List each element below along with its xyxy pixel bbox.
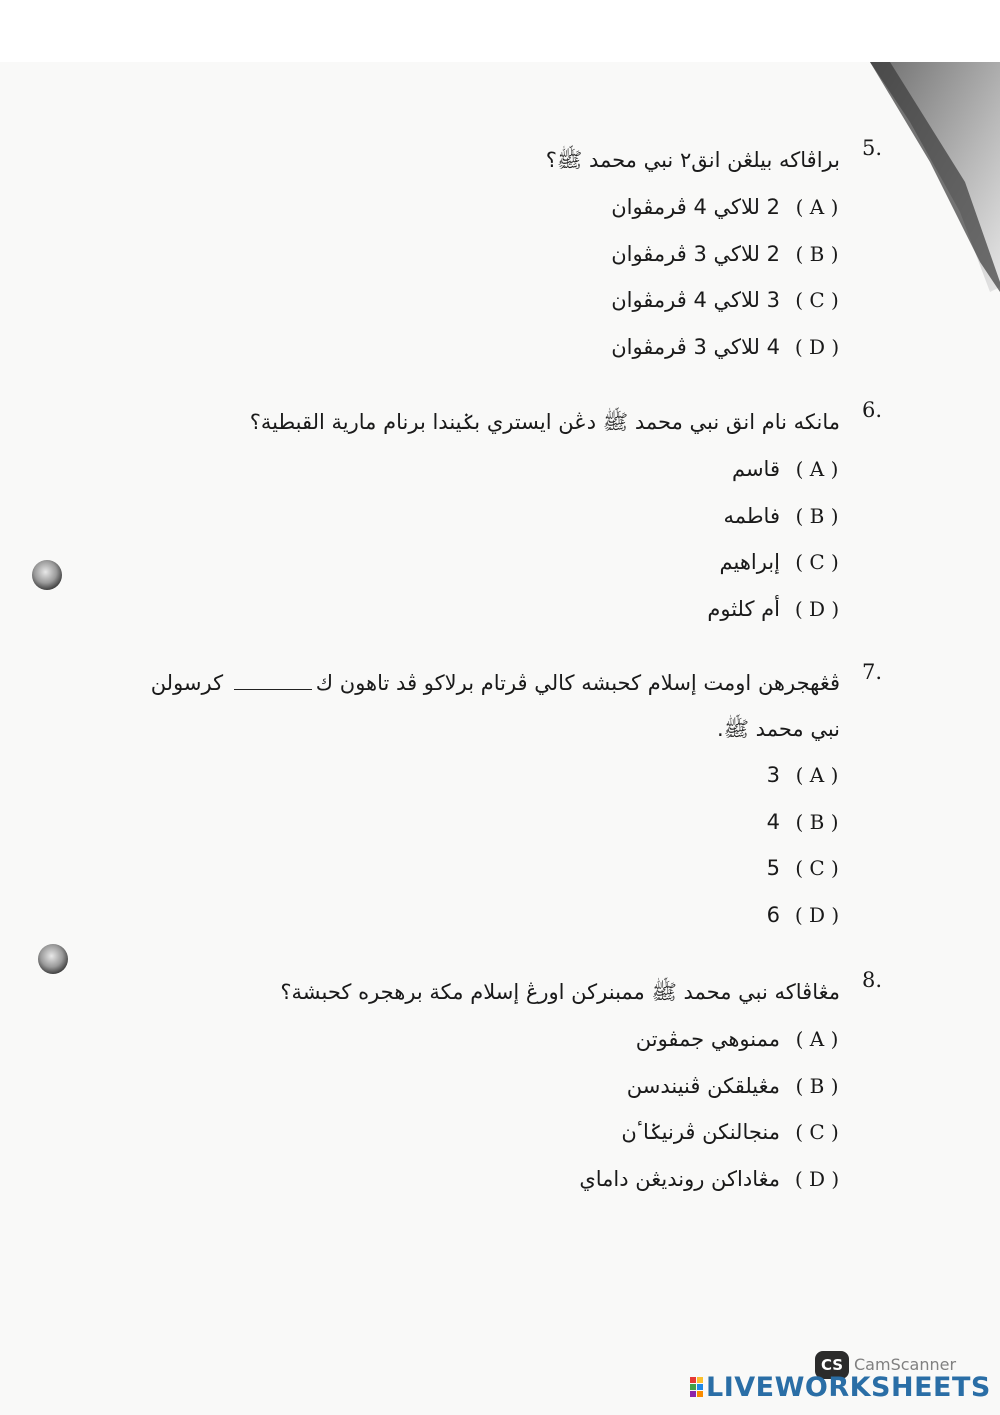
option-letter: ( D ) — [794, 1166, 840, 1191]
camscanner-label: CamScanner — [854, 1355, 957, 1374]
question-text — [130, 660, 840, 752]
option-text: 5 — [766, 856, 780, 881]
option-list — [280, 1016, 840, 1202]
question-text: مانكه نام انق نبي محمد ﷺ دڠن ايستري بݢيندا برنام مارية القبطية؟ — [249, 410, 840, 434]
question-8 — [280, 968, 882, 1202]
question-7 — [130, 660, 882, 938]
option-a[interactable] — [250, 446, 840, 493]
option-letter: ( A ) — [795, 457, 839, 482]
option-letter: ( C ) — [795, 856, 839, 881]
option-a[interactable] — [546, 184, 840, 231]
option-letter: ( D ) — [794, 334, 840, 359]
question-text-before-blank: ڤڠهجرهن اومت إسلام كحبشه كالي ڤرتام برلاكو ڤد تاهون ك — [315, 671, 840, 695]
option-d[interactable] — [546, 324, 840, 371]
option-d[interactable] — [130, 892, 840, 939]
option-letter: ( B ) — [795, 241, 839, 266]
option-text: أم كلثوم — [707, 596, 780, 621]
option-letter: ( C ) — [795, 288, 839, 313]
option-list — [130, 752, 840, 938]
question-number: 5. — [861, 136, 882, 160]
option-letter: ( D ) — [794, 902, 840, 927]
option-letter: ( B ) — [795, 1073, 839, 1098]
option-c[interactable] — [546, 277, 840, 324]
option-c[interactable] — [250, 539, 840, 586]
page-corner-shadow — [870, 62, 1000, 292]
option-b[interactable] — [546, 231, 840, 278]
answer-blank[interactable] — [234, 673, 312, 690]
option-text: فاطمه — [723, 503, 780, 528]
question-6 — [249, 398, 882, 632]
option-letter: ( A ) — [795, 763, 839, 788]
punch-hole-upper — [32, 560, 62, 590]
option-text: 6 — [766, 902, 780, 927]
option-text: 3 — [766, 763, 780, 788]
scan-top-margin — [0, 0, 1000, 62]
option-text: إبراهيم — [719, 550, 780, 575]
question-5 — [545, 136, 882, 370]
liveworksheets-icon — [690, 1377, 704, 1401]
option-letter: ( D ) — [794, 596, 840, 621]
option-list — [250, 446, 840, 632]
option-text: مڠيلقكن ڤنيندسن — [626, 1073, 780, 1098]
punch-hole-lower — [38, 944, 68, 974]
option-b[interactable] — [250, 493, 840, 540]
option-text: 3 للاكي 4 ڤرمڤوان — [611, 288, 780, 313]
option-letter: ( C ) — [795, 550, 839, 575]
option-letter: ( A ) — [795, 195, 839, 220]
question-number: 6. — [861, 398, 882, 422]
option-b[interactable] — [280, 1063, 840, 1110]
option-text: منجالنكن ڤرنيݢاٴن — [621, 1120, 780, 1145]
question-text: براڤاكه بيلڠن انق٢ نبي محمد ﷺ؟ — [545, 148, 840, 172]
option-text: قاسم — [731, 457, 780, 482]
question-number: 8. — [861, 968, 882, 992]
footer-branding — [690, 1355, 991, 1409]
option-text: 2 للاكي 4 ڤرمڤوان — [611, 195, 780, 220]
option-d[interactable] — [280, 1156, 840, 1203]
option-list — [546, 184, 840, 370]
question-text-after-blank: كرسولن نبي محمد ﷺ. — [150, 671, 840, 741]
question-number: 7. — [861, 660, 882, 684]
option-text: 4 — [766, 809, 780, 834]
option-text: 4 للاكي 3 ڤرمڤوان — [611, 334, 780, 359]
option-text: ممنوهي جمڤوتن — [635, 1027, 780, 1052]
option-text: 2 للاكي 3 ڤرمڤوان — [611, 241, 780, 266]
option-d[interactable] — [250, 586, 840, 633]
option-letter: ( B ) — [795, 503, 839, 528]
option-c[interactable] — [280, 1109, 840, 1156]
option-text: مڠاداكن رونديڠن داماي — [579, 1166, 780, 1191]
option-letter: ( A ) — [795, 1027, 839, 1052]
option-letter: ( B ) — [795, 809, 839, 834]
option-a[interactable] — [280, 1016, 840, 1063]
camscanner-logo: CS — [815, 1351, 849, 1379]
option-c[interactable] — [130, 845, 840, 892]
option-b[interactable] — [130, 799, 840, 846]
option-a[interactable] — [130, 752, 840, 799]
question-text: مڠاڤاكه نبي محمد ﷺ ممبنركن اورڠ إسلام مكة برهجره كحبشة؟ — [280, 980, 840, 1004]
option-letter: ( C ) — [795, 1120, 839, 1145]
liveworksheets-logo[interactable]: LIVEWORKSHEETS — [706, 1372, 991, 1403]
